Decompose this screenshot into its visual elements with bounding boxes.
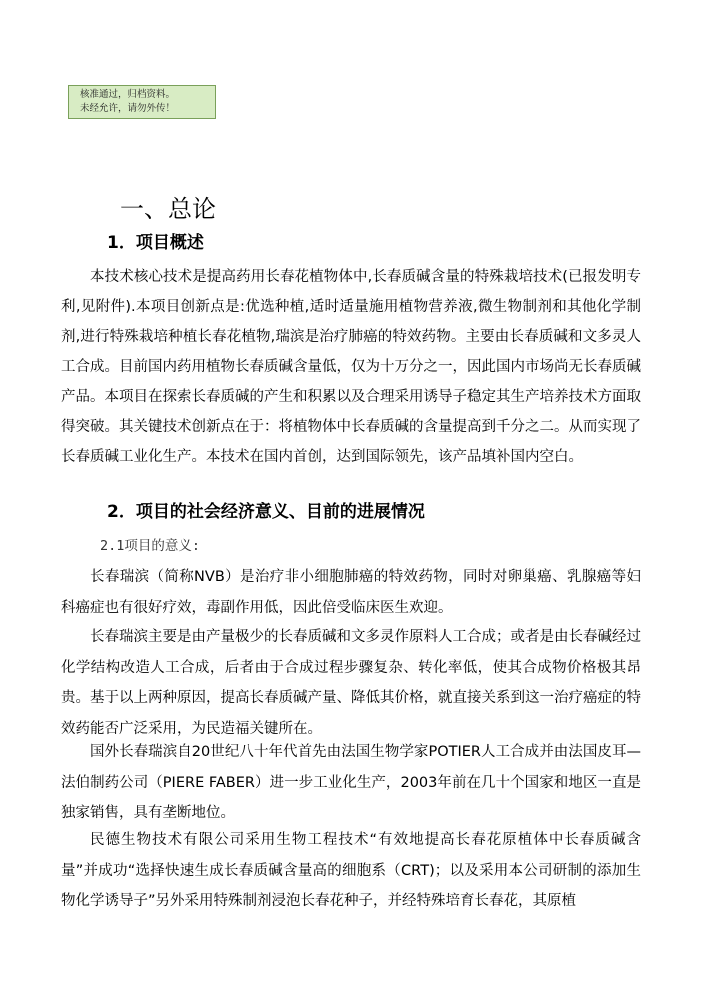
paragraph-nvb-intro: 长春瑞滨（简称NVB）是治疗非小细胞肺癌的特效药物，同时对卵巢癌、乳腺癌等妇科癌症也有很好疗效，毒副作用低，因此倍受临床医生欢迎。	[61, 569, 641, 616]
paragraph-foreign-history: 国外长春瑞滨自20世纪八十年代首先由法国生物学家POTIER人工合成并由法国皮耳—法伯制药公司（PIERE FABER）进一步工业化生产，2003年前在几十个国家和地区一直是独家销售，具有垄断地位。	[61, 744, 641, 821]
approval-stamp	[68, 85, 216, 119]
paragraph-synthesis: 长春瑞滨主要是由产量极少的长春质碱和文多灵作原料人工合成；或者是由长春碱经过化学结构改造人工合成，后者由于合成过程步骤复杂、转化率低，使其合成物价格极其昂贵。基于以上两种原因，提高长春质碱产量、降低其价格，就直接关系到这一治疗癌症的特效药能否广泛采用，为民造福关键所在。	[61, 629, 641, 737]
section-2-1-subheading: 2.1项目的意义:	[100, 538, 201, 554]
stamp-line-1: 核准通过，归档资料。	[80, 89, 176, 100]
section-2-heading: 2．项目的社会经济意义、目前的进展情况	[107, 502, 425, 522]
section-1-heading: 1．项目概述	[107, 233, 204, 253]
section-1-paragraph: 本技术核心技术是提高药用长春花植物体中,长春质碱含量的特殊栽培技术(已报发明专利,见附件).本项目创新点是:优选种植,适时适量施用植物营养液,微生物制剂和其他化学制剂,进行特殊栽培种植长春花植物,瑞滨是治疗肺癌的特效药物。主要由长春质碱和文多灵人工合成。目前国内药用植物长春质碱含量低，仅为十万分之一，因此国内市场尚无长春质碱产品。本项目在探索长春质碱的产生和积累以及合理采用诱导子稳定其生产培养技术方面取得突破。其关键技术创新点在于：将植物体中长春质碱的含量提高到千分之二。从而实现了长春质碱工业化生产。本技术在国内首创，达到国际领先，该产品填补国内空白。	[61, 269, 641, 465]
chapter-title: 一、总论	[120, 195, 216, 223]
stamp-line-2: 未经允许，请勿外传！	[80, 103, 176, 114]
paragraph-minde-tech: 民德生物技术有限公司采用生物工程技术“有效地提高长春花原植体中长春质碱含量”并成功“选择快速生成长春质碱含量高的细胞系（CRT)；以及采用本公司研制的添加生物化学诱导子”另外采用特殊制剂浸泡长春花种子，并经特殊培育长春花，其原植	[61, 832, 641, 909]
